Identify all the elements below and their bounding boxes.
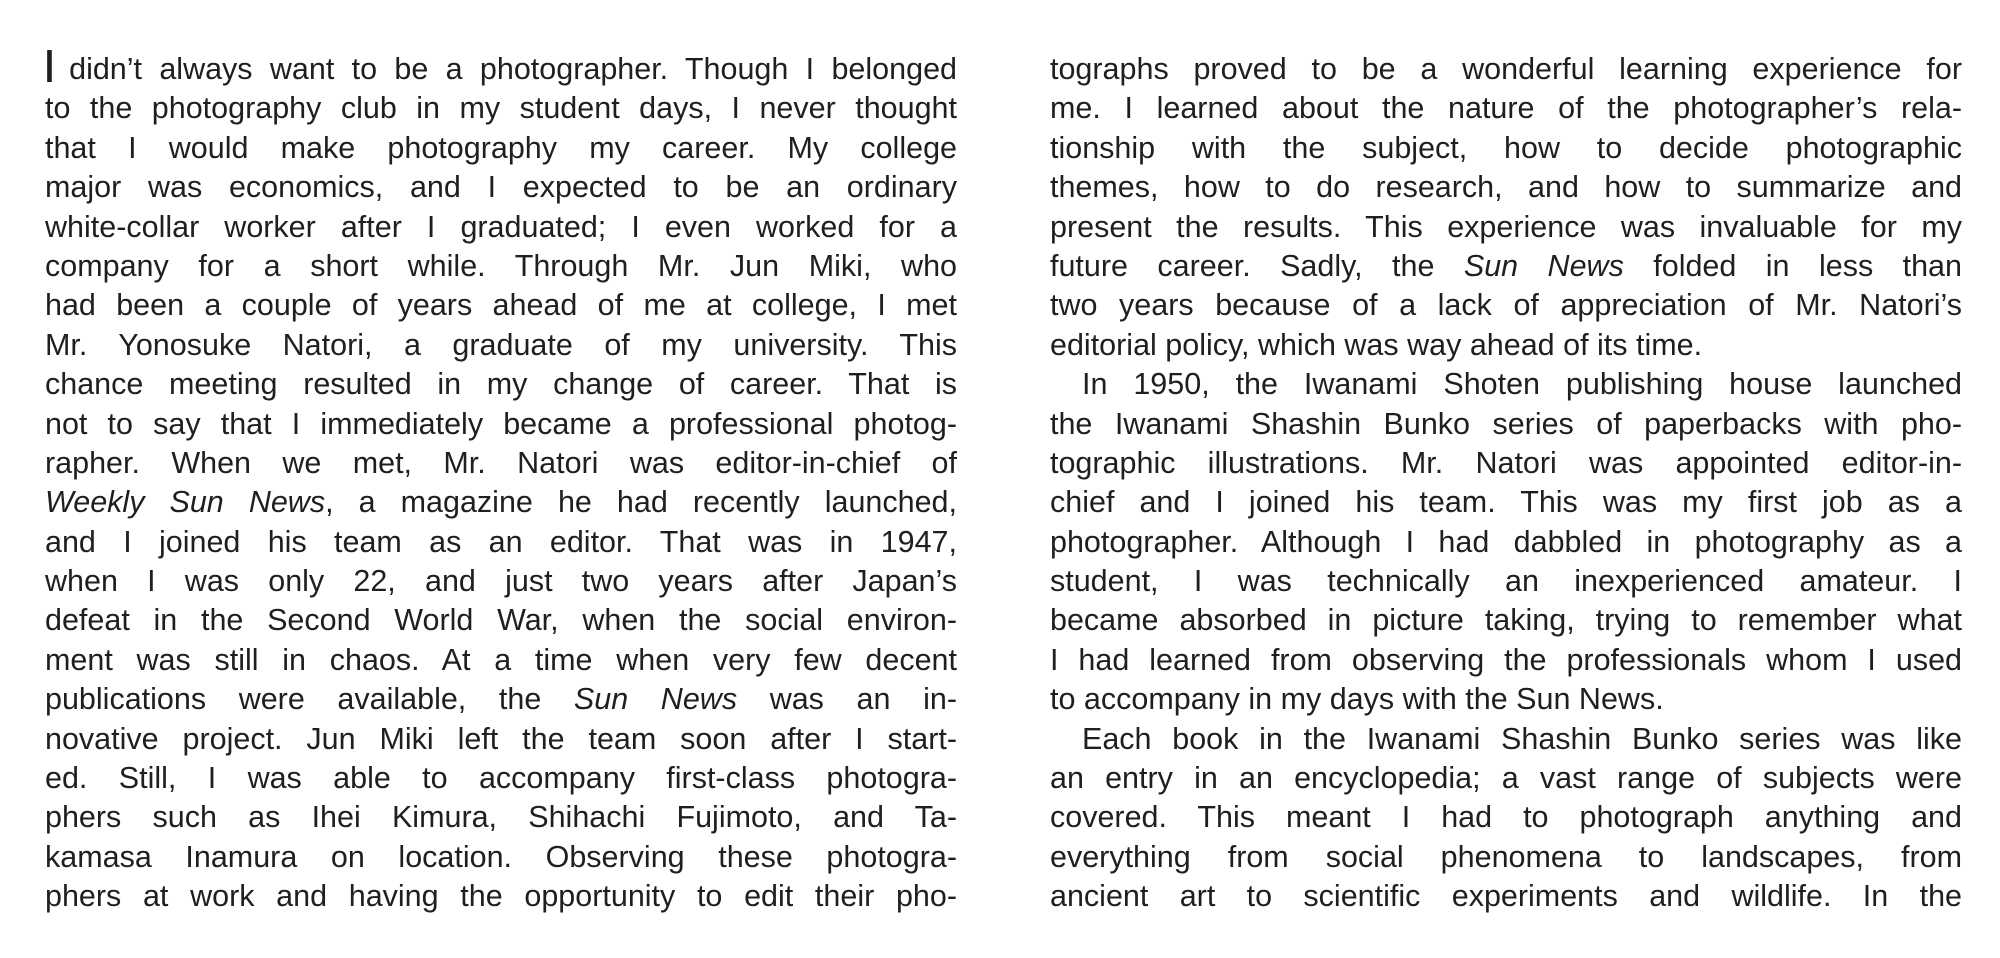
line-text: when I was only 22, and just two years after Japan’s [45,564,957,599]
text-line [45,641,957,680]
text-line [1050,247,1962,286]
drop-cap-letter: I [45,40,54,92]
text-line [1050,444,1962,483]
line-text: an entry in an encyclopedia; a vast range of subjects were [1050,761,1962,796]
line-text: chief and I joined his team. This was my first job as a [1050,485,1962,520]
line-text: phers at work and having the opportunity to edit their pho- [45,879,957,914]
line-text: had been a couple of years ahead of me at college, I met [45,288,957,323]
text-line [45,680,957,719]
text-line [1050,326,1962,365]
text-line [45,523,957,562]
line-text: chance meeting resulted in my change of career. That is [45,367,957,402]
line-text: ment was still in chaos. At a time when very few decent [45,642,957,677]
text-line [1050,759,1962,798]
text-line [1050,89,1962,128]
text-line [45,562,957,601]
text-line [45,798,957,837]
text-line [1050,877,1962,916]
text-line [45,838,957,877]
line-text: company for a short while. Through Mr. Jun Miki, who [45,248,957,283]
line-text: not to say that I immediately became a professional photog- [45,406,957,441]
line-text: student, I was technically an inexperienced amateur. I [1050,564,1962,599]
line-text: publications were available, the [45,682,574,717]
line-text: to accompany in my days with the Sun News. [1050,682,1664,717]
text-line [45,483,957,522]
text-line [45,168,957,207]
italic-title-text: Sun News [573,682,738,717]
text-line [1050,129,1962,168]
line-text: two years because of a lack of appreciation of Mr. Natori’s [1050,288,1962,323]
text-line [45,759,957,798]
text-line [45,286,957,325]
line-text: major was economics, and I expected to be an ordinary [45,170,957,205]
line-text: phers such as Ihei Kimura, Shihachi Fujimoto, and Ta- [45,800,957,835]
text-line [1050,641,1962,680]
text-line [45,326,957,365]
text-line [1050,838,1962,877]
line-text: themes, how to do research, and how to summarize and [1050,170,1962,205]
text-line [45,877,957,916]
line-text: present the results. This experience was invaluable for my [1050,209,1962,244]
text-line [1050,483,1962,522]
text-line [1050,50,1962,89]
text-line [45,601,957,640]
line-text: to the photography club in my student days, I never thought [45,91,957,126]
text-line [1050,798,1962,837]
text-line [45,405,957,444]
text-line [45,89,957,128]
line-text: rapher. When we met, Mr. Natori was editor-in-chief of [45,445,957,480]
line-text: defeat in the Second World War, when the social environ- [45,603,957,638]
line-text: ed. Still, I was able to accompany first-class photogra- [45,761,957,796]
line-text: folded in less than [1623,248,1962,283]
line-text: tionship with the subject, how to decide photographic [1050,130,1962,165]
text-line [1050,365,1962,404]
line-text: and I joined his team as an editor. That was in 1947, [45,524,957,559]
line-text: In 1950, the Iwanami Shoten publishing house launched [1082,367,1962,402]
line-text: kamasa Inamura on location. Observing these photogra- [45,839,957,874]
line-text: , a magazine he had recently launched, [325,485,957,520]
text-line [1050,405,1962,444]
line-text: me. I learned about the nature of the photographer’s rela- [1050,91,1962,126]
line-text: future career. Sadly, the [1050,248,1464,283]
italic-title-text: Sun News [1463,248,1624,283]
line-text: tographic illustrations. Mr. Natori was appointed editor-in- [1050,445,1962,480]
line-text: tographs proved to be a wonderful learning experience for [1050,52,1962,86]
text-line [1050,523,1962,562]
text-line [1050,720,1962,759]
line-text: didn’t always want to be a photographer. Though I belonged [51,52,957,86]
line-text: was an in- [737,682,957,717]
line-text: I had learned from observing the professionals whom I used [1050,642,1962,677]
text-line [1050,168,1962,207]
right-text-column [1050,50,1962,917]
line-text: Mr. Yonosuke Natori, a graduate of my university. This [45,327,957,362]
line-text: everything from social phenomena to landscapes, from [1050,839,1962,874]
line-text: Each book in the Iwanami Shashin Bunko series was like [1082,721,1962,756]
text-line [45,247,957,286]
text-line [45,40,957,92]
left-text-column [45,40,957,917]
text-line [1050,286,1962,325]
line-text: novative project. Jun Miki left the team soon after I start- [45,721,957,756]
line-text: covered. This meant I had to photograph anything and [1050,800,1962,835]
line-text: editorial policy, which was way ahead of its time. [1050,327,1703,362]
text-line [45,365,957,404]
line-text: ancient art to scientific experiments and wildlife. In the [1050,879,1962,914]
text-line [1050,680,1962,719]
text-line [1050,601,1962,640]
line-text: photographer. Although I had dabbled in photography as a [1050,524,1962,559]
text-line [1050,562,1962,601]
line-text: white-collar worker after I graduated; I even worked for a [45,209,957,244]
line-text: that I would make photography my career. My college [45,130,957,165]
text-line [45,444,957,483]
line-text: became absorbed in picture taking, trying to remember what [1050,603,1962,638]
text-line [45,208,957,247]
text-line [1050,208,1962,247]
text-line [45,129,957,168]
text-line [45,720,957,759]
italic-title-text: Weekly Sun News [45,485,326,520]
line-text: the Iwanami Shashin Bunko series of paperbacks with pho- [1050,406,1962,441]
